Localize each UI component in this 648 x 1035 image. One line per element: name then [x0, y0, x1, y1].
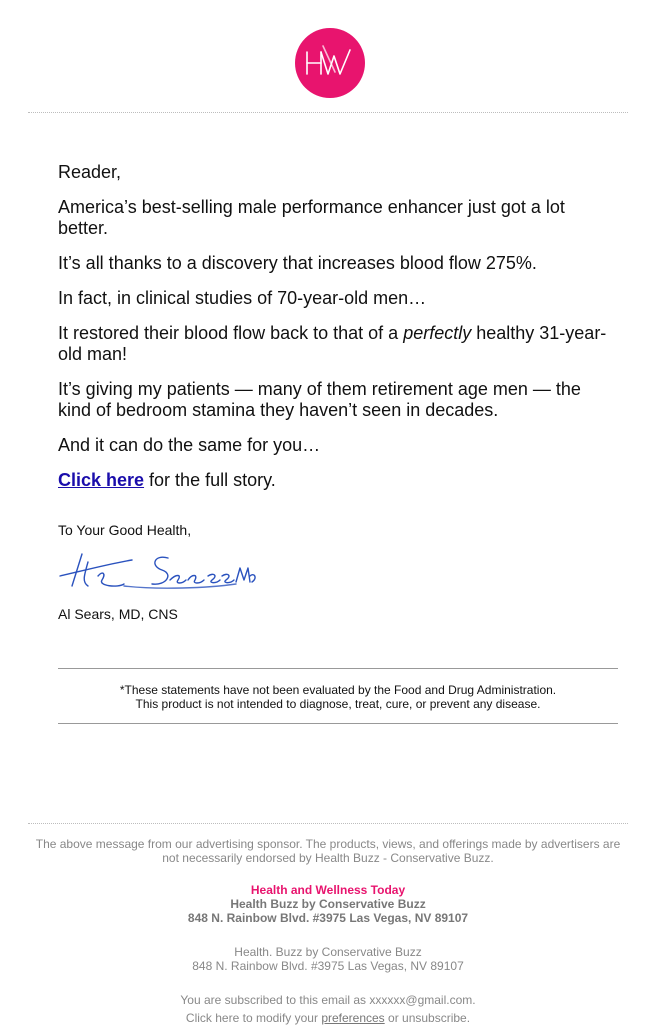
footer-address-bold: 848 N. Rainbow Blvd. #3975 Las Vegas, NV 89107: [187, 911, 469, 925]
cta-text: for the full story.: [144, 470, 276, 490]
modify-line: [28, 1011, 628, 1025]
signoff: To Your Good Health,: [58, 522, 192, 538]
brand-logo: [295, 28, 365, 98]
header: [0, 28, 648, 103]
footer-brand: Health and Wellness Today: [250, 883, 406, 897]
footer: [28, 837, 628, 1025]
cta-paragraph: [58, 470, 618, 491]
subscription-note: You are subscribed to this email as xxxxxx@gmail.com.: [180, 993, 476, 1007]
greeting: Reader,: [58, 162, 122, 182]
unsubscribe-text: or unsubscribe.: [384, 1011, 471, 1025]
paragraph-4-emphasis: perfectly: [403, 323, 472, 343]
paragraph-4: [58, 323, 618, 365]
modify-text: Click here to modify your: [185, 1011, 322, 1025]
disclaimer-line-1: *These statements have not been evaluated by the Food and Drug Administration.: [119, 683, 557, 697]
paragraph-1: America’s best-selling male performance enhancer just got a lot better.: [58, 197, 565, 238]
paragraph-6: And it can do the same for you…: [58, 435, 321, 455]
email-body: [58, 162, 618, 505]
paragraph-4-start: It restored their blood flow back to that of a: [58, 323, 404, 343]
paragraph-3: In fact, in clinical studies of 70-year-old men…: [58, 288, 427, 308]
paragraph-5: It’s giving my patients — many of them retirement age men — the kind of bedroom stamina they haven’t seen in decades.: [58, 379, 581, 420]
disclaimer-line-2: This product is not intended to diagnose, treat, cure, or prevent any disease.: [135, 697, 541, 711]
footer-company: Health. Buzz by Conservative Buzz: [234, 945, 422, 959]
click-here-link[interactable]: Click here: [58, 470, 145, 490]
sponsor-note: The above message from our advertising sponsor. The products, views, and offerings made by advertisers are not necessarily endorsed by Health Buzz - Conservative Buzz.: [35, 837, 621, 865]
hw-logo-icon: [295, 28, 365, 98]
footer-divider: [28, 823, 628, 824]
header-divider: [28, 112, 628, 113]
fda-disclaimer: [58, 668, 618, 724]
paragraph-2: It’s all thanks to a discovery that increases blood flow 275%.: [58, 253, 537, 273]
signature-name: Al Sears, MD, CNS: [58, 606, 178, 622]
footer-company-bold: Health Buzz by Conservative Buzz: [230, 897, 426, 911]
footer-address: 848 N. Rainbow Blvd. #3975 Las Vegas, NV 89107: [192, 959, 464, 973]
preferences-link[interactable]: preferences: [321, 1011, 385, 1025]
handwritten-signature: [58, 546, 258, 601]
paragraph-4-end: healthy 31-year-old man!: [58, 323, 607, 364]
